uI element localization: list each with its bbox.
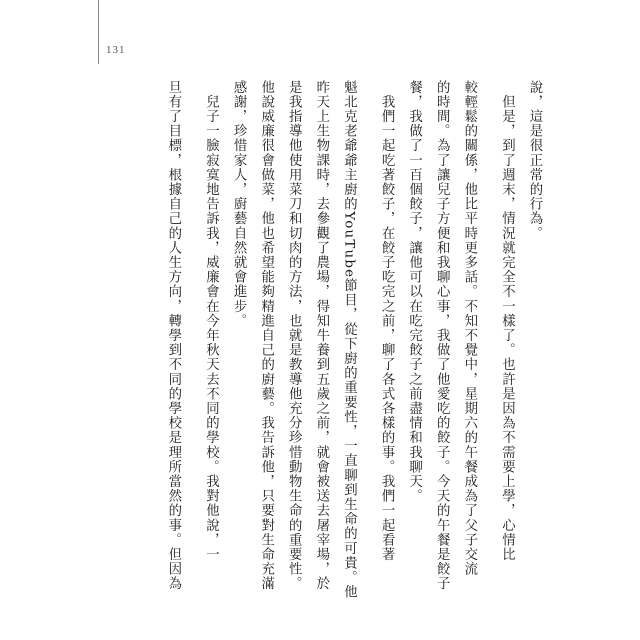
text-column: 兒子一臉寂寞地告訴我，威廉會在今年秋天去不同的學校。我對他說，一 (203, 80, 219, 562)
text-column: 是我指導他使用菜刀和切肉的方法，也就是教導他充分珍惜動物生命的重要性。 (286, 80, 302, 591)
text-column: 我們一起吃著餃子，在餃子吃完之前，聊了各式各樣的事。我們一起看著 (379, 80, 395, 562)
vertical-text-body (164, 80, 544, 640)
text-column: 餐，我做了一百個餃子，讓他可以在吃完餃子之前盡情和我聊天。 (406, 80, 422, 504)
text-column: 旦有了目標，根據自己的人生方向，轉學到不同的學校是理所當然的事。但因為 (165, 80, 181, 591)
text-column: 但是，到了週末，情況就完全不一樣了。也許是因為不需要上學，心情比 (499, 80, 515, 562)
text-column: 昨天上生物課時，去參觀了農場，得知牛養到五歲之前，就會被送去屠宰場，於 (313, 80, 329, 591)
page-number: 131 (106, 44, 126, 56)
text-column: 感謝，珍惜家人，廚藝自然就會進步。 (231, 80, 247, 329)
text-column: 較輕鬆的關係，他比平時更多話。不知不覺中，星期六的午餐成為了父子交流 (461, 80, 477, 577)
text-column: 魁北克老爺爺主廚的YouTube節目，從下廚的重要性，一直聊到生命的可貴。他 (341, 80, 357, 600)
text-column: 說，這是很正常的行為。 (527, 80, 542, 241)
text-column: 他說威廉很會做菜，他也希望能夠精進自己的廚藝。我告訴他，只要對生命充滿 (258, 80, 274, 591)
page-divider-line (98, 0, 99, 64)
text-column: 的時間。為了讓兒子方便和我聊心事，我做了他愛吃的餃子。今天的午餐是餃子 (434, 80, 450, 591)
